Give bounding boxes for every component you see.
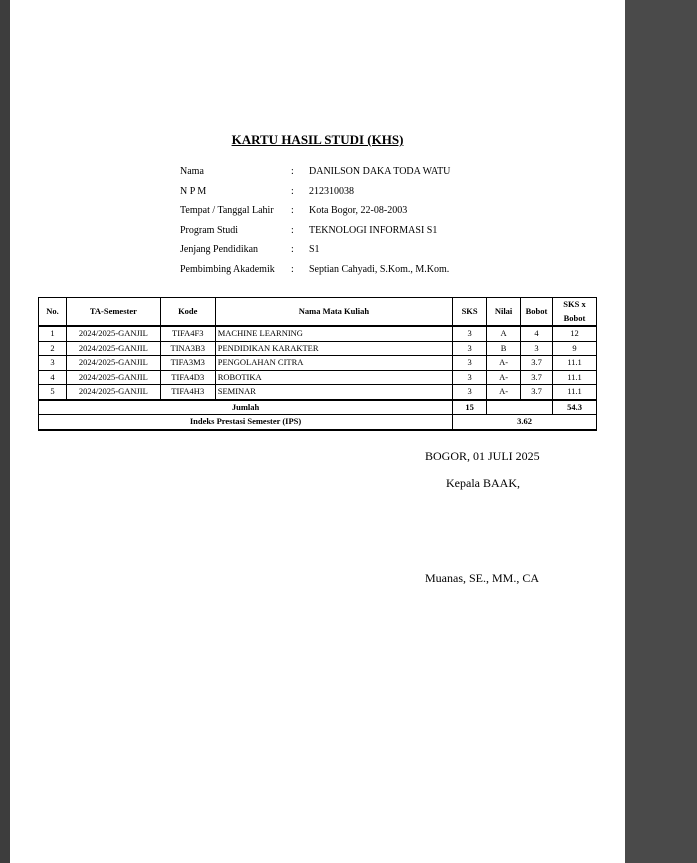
header-kode: Kode <box>160 298 215 327</box>
cell-kode: TIFA4F3 <box>160 326 215 341</box>
info-label: Jenjang Pendidikan <box>180 244 259 256</box>
total-empty-cell <box>487 400 553 415</box>
table-header-row <box>39 298 597 327</box>
signature-position: Kepala BAAK, <box>446 476 520 490</box>
info-separator: : <box>291 205 294 217</box>
cell-nama: PENDIDIKAN KARAKTER <box>215 341 452 356</box>
cell-kode: TINA3B3 <box>160 341 215 356</box>
cell-bobot: 4 <box>521 326 553 341</box>
signature-place-date: BOGOR, 01 JULI 2025 <box>425 449 540 463</box>
cell-no: 2 <box>39 341 67 356</box>
header-ta-semester: TA-Semester <box>66 298 160 327</box>
info-value: Septian Cahyadi, S.Kom., M.Kom. <box>309 263 450 275</box>
info-separator: : <box>291 263 294 275</box>
total-label: Jumlah <box>39 400 453 415</box>
cell-ta-semester: 2024/2025-GANJIL <box>66 341 160 356</box>
info-label: Program Studi <box>180 224 239 236</box>
info-separator: : <box>291 244 294 256</box>
info-separator: : <box>291 224 294 236</box>
cell-sks: 3 <box>453 385 487 400</box>
cell-nilai: A <box>487 326 521 341</box>
total-sks: 15 <box>453 400 487 415</box>
cell-ta-semester: 2024/2025-GANJIL <box>66 326 160 341</box>
table-row <box>39 326 597 341</box>
cell-no: 1 <box>39 326 67 341</box>
cell-bobot: 3.7 <box>521 385 553 400</box>
ips-row <box>39 415 597 430</box>
cell-kode: TIFA4H3 <box>160 385 215 400</box>
info-separator: : <box>291 166 294 177</box>
info-value: S1 <box>309 244 320 256</box>
info-value: TEKNOLOGI INFORMASI S1 <box>309 224 438 236</box>
table-row <box>39 370 597 385</box>
cell-sks: 3 <box>453 341 487 356</box>
cell-nilai: B <box>487 341 521 356</box>
cell-bobot: 3.7 <box>521 370 553 385</box>
cell-sks-bobot: 11.1 <box>553 385 597 400</box>
total-row <box>39 400 597 415</box>
cell-sks-bobot: 11.1 <box>553 370 597 385</box>
table-row <box>39 356 597 371</box>
info-label: Pembimbing Akademik <box>180 263 275 275</box>
signature-name: Muanas, SE., MM., CA <box>425 571 540 585</box>
cell-nama: MACHINE LEARNING <box>215 326 452 341</box>
header-bobot: Bobot <box>521 298 553 327</box>
header-no: No. <box>39 298 67 327</box>
cell-nilai: A- <box>487 385 521 400</box>
cell-bobot: 3.7 <box>521 356 553 371</box>
info-label: Tempat / Tanggal Lahir <box>180 205 274 217</box>
table-row <box>39 385 597 400</box>
info-value: 212310038 <box>309 185 354 197</box>
cell-nama: SEMINAR <box>215 385 452 400</box>
viewer-left-margin <box>0 0 10 863</box>
cell-no: 4 <box>39 370 67 385</box>
cell-bobot: 3 <box>521 341 553 356</box>
grades-table <box>38 297 597 431</box>
header-sks-x-bobot: SKS x Bobot <box>553 298 597 327</box>
cell-nilai: A- <box>487 370 521 385</box>
document-title: KARTU HASIL STUDI (KHS) <box>231 132 404 147</box>
cell-sks: 3 <box>453 356 487 371</box>
cell-sks-bobot: 12 <box>553 326 597 341</box>
cell-sks-bobot: 9 <box>553 341 597 356</box>
table-row <box>39 341 597 356</box>
cell-ta-semester: 2024/2025-GANJIL <box>66 356 160 371</box>
header-sks: SKS <box>453 298 487 327</box>
info-label: Nama <box>180 166 204 177</box>
cell-kode: TIFA4D3 <box>160 370 215 385</box>
cell-no: 5 <box>39 385 67 400</box>
viewer-right-margin <box>625 0 697 863</box>
cell-no: 3 <box>39 356 67 371</box>
ips-label: Indeks Prestasi Semester (IPS) <box>39 415 453 430</box>
header-nama-mata-kuliah: Nama Mata Kuliah <box>215 298 452 327</box>
cell-kode: TIFA3M3 <box>160 356 215 371</box>
cell-ta-semester: 2024/2025-GANJIL <box>66 385 160 400</box>
cell-sks: 3 <box>453 370 487 385</box>
header-nilai: Nilai <box>487 298 521 327</box>
cell-nilai: A- <box>487 356 521 371</box>
info-value: DANILSON DAKA TODA WATU <box>309 166 451 177</box>
cell-ta-semester: 2024/2025-GANJIL <box>66 370 160 385</box>
info-label: N P M <box>180 185 207 197</box>
total-sks-bobot: 54.3 <box>553 400 597 415</box>
cell-nama: ROBOTIKA <box>215 370 452 385</box>
info-separator: : <box>291 185 294 197</box>
cell-sks-bobot: 11.1 <box>553 356 597 371</box>
cell-nama: PENGOLAHAN CITRA <box>215 356 452 371</box>
info-value: Kota Bogor, 22-08-2003 <box>309 205 408 217</box>
ips-value: 3.62 <box>453 415 597 430</box>
document-page <box>10 0 625 863</box>
cell-sks: 3 <box>453 326 487 341</box>
